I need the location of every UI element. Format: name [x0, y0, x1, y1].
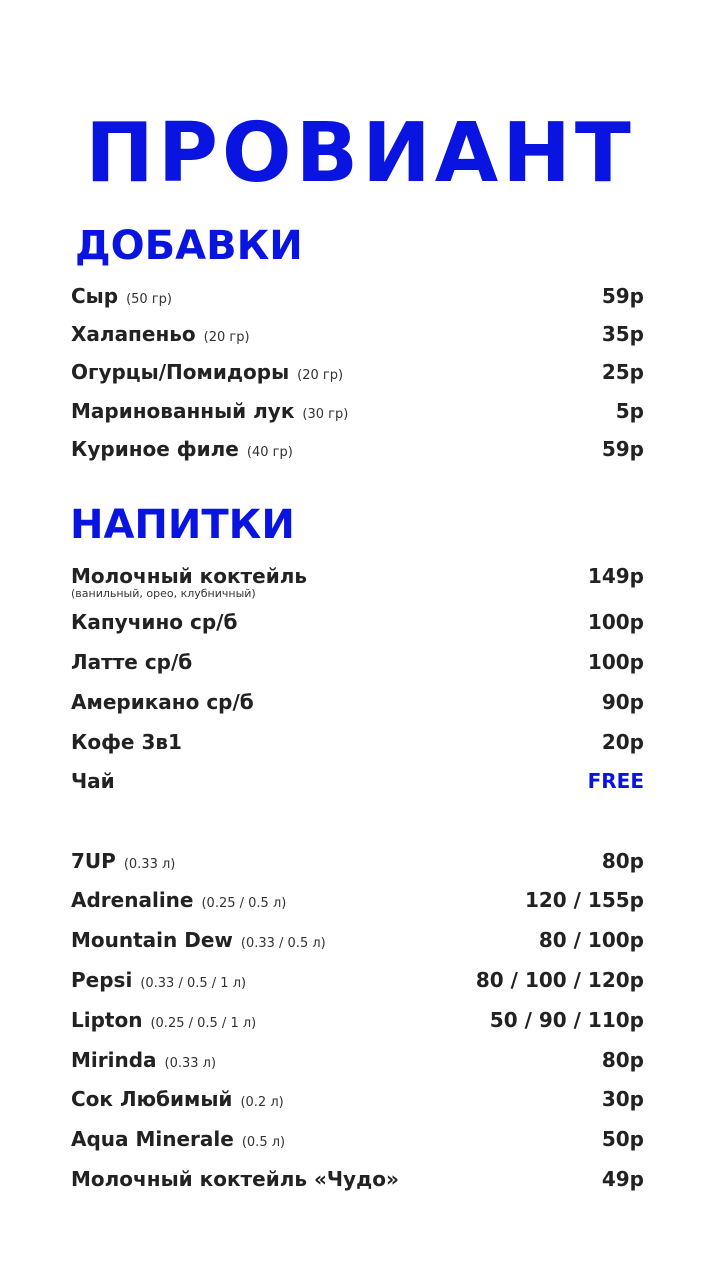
- menu-item: [71, 1045, 644, 1075]
- item-name: Молочный коктейль «Чудо»: [71, 1167, 399, 1191]
- item-name: 7UP: [71, 849, 116, 873]
- item-quantity: (50 гр): [126, 292, 172, 307]
- item-name: Aqua Minerale: [71, 1127, 234, 1151]
- menu-item: [71, 561, 644, 600]
- item-price: 100р: [587, 650, 644, 674]
- item-name: Латте ср/б: [71, 650, 193, 674]
- item-price: 80 / 100р: [538, 928, 644, 952]
- menu-item: [71, 846, 644, 876]
- menu-title: ПРОВИАНТ: [85, 106, 635, 201]
- item-price: 149р: [587, 564, 644, 588]
- item-price: 59р: [601, 284, 644, 308]
- item-quantity: (0.33 / 0.5 / 1 л): [140, 976, 247, 991]
- menu-item: [71, 396, 644, 426]
- item-price: 30р: [601, 1087, 644, 1111]
- menu-item: [71, 1084, 644, 1114]
- menu-item: [71, 965, 644, 995]
- menu-item: [71, 647, 644, 677]
- item-quantity: (30 гр): [302, 407, 349, 422]
- menu-item: [71, 766, 644, 796]
- menu-item: [71, 925, 644, 955]
- item-name: Adrenaline: [71, 888, 194, 912]
- menu-item: [71, 1124, 644, 1154]
- item-quantity: (20 гр): [297, 368, 344, 383]
- item-price: 20р: [601, 730, 644, 754]
- item-price: 25р: [601, 360, 644, 384]
- item-quantity: (0.25 / 0.5 л): [201, 896, 287, 911]
- item-price: 90р: [601, 690, 644, 714]
- item-quantity: (0.33 / 0.5 л): [240, 936, 326, 951]
- menu-item: [71, 727, 644, 757]
- item-price: 80 / 100 / 120р: [475, 968, 644, 992]
- item-name: Сыр: [71, 284, 119, 308]
- menu-item: [71, 357, 644, 387]
- menu-item: [71, 434, 644, 464]
- item-name: Сок Любимый: [71, 1087, 233, 1111]
- item-quantity: (0.33 л): [123, 857, 176, 872]
- item-name: Чай: [71, 769, 115, 793]
- item-name: Mirinda: [71, 1048, 157, 1072]
- item-price-free: FREE: [587, 769, 644, 793]
- item-name: Огурцы/Помидоры: [71, 360, 290, 384]
- item-name: Кофе 3в1: [71, 730, 182, 754]
- section-heading-drinks: НАПИТКИ: [70, 502, 295, 548]
- item-name: Капучино ср/б: [71, 610, 238, 634]
- item-name: Маринованный лук: [71, 399, 295, 423]
- menu-item: [71, 1164, 644, 1194]
- item-price: 59р: [601, 437, 644, 461]
- item-price: 49р: [601, 1167, 644, 1191]
- item-quantity: (0.25 / 0.5 / 1 л): [150, 1016, 257, 1031]
- item-name: Pepsi: [71, 968, 133, 992]
- item-price: 120 / 155р: [524, 888, 644, 912]
- section-heading-additions: ДОБАВКИ: [75, 223, 303, 269]
- item-name: Mountain Dew: [71, 928, 233, 952]
- item-name: Халапеньо: [71, 322, 196, 346]
- item-quantity: (20 гр): [203, 330, 250, 345]
- menu-item: [71, 319, 644, 349]
- menu-item: [71, 281, 644, 311]
- item-price: 35р: [601, 322, 644, 346]
- menu-item: [71, 687, 644, 717]
- item-name: Молочный коктейль: [71, 564, 307, 588]
- menu-item: [71, 885, 644, 915]
- item-price: 50р: [601, 1127, 644, 1151]
- item-quantity: (0.33 л): [164, 1056, 217, 1071]
- item-name: Куриное филе: [71, 437, 239, 461]
- item-price: 100р: [587, 610, 644, 634]
- item-name: Lipton: [71, 1008, 143, 1032]
- item-name: Американо ср/б: [71, 690, 254, 714]
- item-price: 50 / 90 / 110р: [489, 1008, 644, 1032]
- item-price: 80р: [601, 1048, 644, 1072]
- item-quantity: (40 гр): [246, 445, 293, 460]
- item-price: 5р: [615, 399, 644, 423]
- item-quantity: (0.2 л): [240, 1095, 284, 1110]
- item-quantity: (0.5 л): [241, 1135, 286, 1150]
- menu-item: [71, 1005, 644, 1035]
- item-price: 80р: [601, 849, 644, 873]
- item-flavors: (ванильный, орео, клубничный): [71, 587, 256, 600]
- menu-item: [71, 607, 644, 637]
